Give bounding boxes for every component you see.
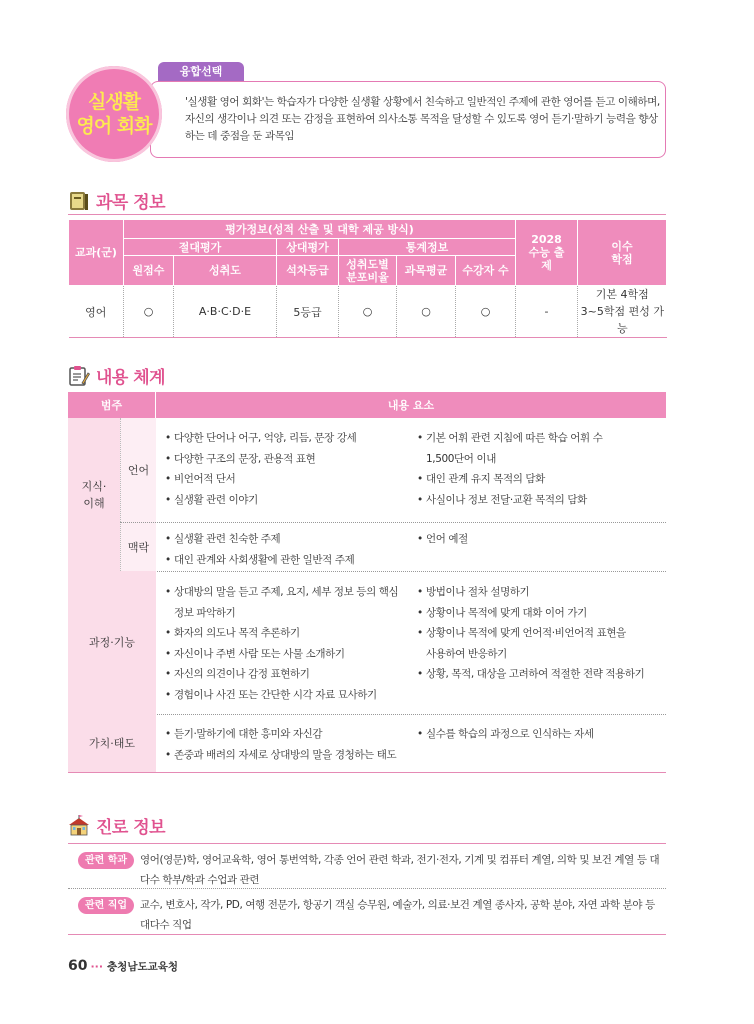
header-achievement: 성취도 bbox=[174, 256, 277, 286]
header-evaluation: 평가정보(성적 산출 및 대학 제공 방식) bbox=[124, 220, 516, 239]
process-list-right bbox=[417, 582, 665, 685]
list-item: • 다양한 단어나 어구, 억양, 리듬, 문장 강세 bbox=[165, 428, 415, 449]
category-tag: 융합선택 bbox=[158, 62, 244, 81]
list-item: • 경험이나 사건 또는 간단한 시각 자료 묘사하기 bbox=[165, 685, 415, 706]
list-item: • 실수를 학습의 과정으로 인식하는 자세 bbox=[417, 724, 665, 745]
header-course-avg: 과목평균 bbox=[397, 256, 456, 286]
list-item: • 실생활 관련 친숙한 주제 bbox=[165, 529, 415, 550]
subcategory-context-label: 맥락 bbox=[127, 540, 150, 554]
values-list-right bbox=[417, 724, 665, 745]
language-list-right bbox=[417, 428, 665, 510]
category-knowledge bbox=[68, 418, 120, 571]
header-category: 범주 bbox=[68, 392, 156, 418]
list-item-continuation: 사용하여 반응하기 bbox=[426, 647, 507, 660]
course-title-line1: 실생활 bbox=[87, 91, 141, 113]
school-icon bbox=[68, 815, 90, 837]
career-majors-row bbox=[68, 848, 666, 888]
process-list-left bbox=[165, 582, 415, 706]
majors-text: 영어(영문)학, 영어교육학, 영어 통번역학, 각종 언어 관련 학과, 전기·전자, 기계 및 컴퓨터 계열, 의학 및 보건 계열 등 대다수 학부/학과 수업과 관련 bbox=[140, 854, 660, 886]
list-item: • 상황이나 목적에 맞게 대화 이어 가기 bbox=[417, 603, 665, 624]
credits-line1: 기본 4학점 bbox=[595, 288, 649, 301]
list-item: • 상대방의 말을 듣고 주제, 요지, 세부 정보 등의 핵심 bbox=[165, 582, 415, 603]
list-item: • 기본 어휘 관련 지침에 따른 학습 어휘 수 bbox=[417, 428, 665, 449]
category-process-label: 과정·기능 bbox=[88, 636, 135, 649]
header-achievement-ratio: 성취도별 분포비율 bbox=[339, 256, 397, 286]
list-item: • 화자의 의도나 목적 추론하기 bbox=[165, 623, 415, 644]
career-jobs-row bbox=[68, 893, 666, 933]
course-info-heading bbox=[68, 188, 165, 213]
course-info-rule bbox=[68, 214, 666, 215]
list-item: • 상황, 목적, 대상을 고려하여 적절한 전략 적용하기 bbox=[417, 664, 665, 685]
list-item: • 자신이나 주변 사람 또는 사물 소개하기 bbox=[165, 644, 415, 665]
cell-achievement: A·B·C·D·E bbox=[174, 286, 277, 338]
list-item-continuation: 정보 파악하기 bbox=[174, 606, 236, 619]
divider bbox=[68, 714, 666, 715]
list-item: • 듣기·말하기에 대한 흥미와 자신감 bbox=[165, 724, 415, 745]
credits-line2: 3~5학점 편성 가능 bbox=[580, 305, 664, 335]
book-icon bbox=[68, 190, 90, 212]
context-list-right bbox=[417, 529, 665, 550]
footer-dots: ··· bbox=[90, 960, 104, 973]
category-knowledge-label: 지식·이해 bbox=[81, 479, 107, 510]
cell-raw-score: ○ bbox=[124, 286, 174, 338]
header-relative: 상대평가 bbox=[277, 239, 339, 256]
divider bbox=[120, 522, 666, 523]
values-list-left bbox=[165, 724, 415, 765]
list-item-continuation: 1,500단어 이내 bbox=[426, 452, 496, 465]
header-elements: 내용 요소 bbox=[387, 399, 435, 412]
header-enrollment: 수강자 수 bbox=[456, 256, 516, 286]
course-info-table bbox=[68, 219, 667, 338]
category-values bbox=[68, 714, 156, 772]
language-list-left bbox=[165, 428, 415, 510]
header-raw-score: 원점수 bbox=[124, 256, 174, 286]
content-system-heading bbox=[68, 363, 165, 388]
content-system-table bbox=[68, 392, 666, 761]
majors-badge: 관련 학과 bbox=[78, 852, 134, 869]
header-subject-group: 교과(군) bbox=[69, 220, 124, 286]
content-table-header bbox=[68, 392, 666, 418]
header-csat: 2028 수능 출제 bbox=[516, 220, 578, 286]
career-heading bbox=[68, 813, 165, 838]
list-item: • 언어 예절 bbox=[417, 529, 665, 550]
cell-enrollment: ○ bbox=[456, 286, 516, 338]
jobs-badge: 관련 직업 bbox=[78, 897, 134, 914]
career-title: 진로 정보 bbox=[96, 818, 166, 838]
divider bbox=[68, 888, 666, 889]
list-item: • 대인 관계 유지 목적의 담화 bbox=[417, 469, 665, 490]
subcategory-language-label: 언어 bbox=[127, 464, 150, 477]
clipboard-icon bbox=[68, 365, 90, 387]
header-rank-grade: 석차등급 bbox=[277, 256, 339, 286]
list-item: • 실생활 관련 이야기 bbox=[165, 490, 415, 511]
list-item: • 사실이나 정보 전달·교환 목적의 담화 bbox=[417, 490, 665, 511]
list-item: • 대인 관계와 사회생활에 관한 일반적 주제 bbox=[165, 550, 415, 571]
cell-csat: - bbox=[516, 286, 578, 338]
cell-rank-grade: 5등급 bbox=[277, 286, 339, 338]
course-title-badge bbox=[66, 66, 162, 162]
cell-course-avg: ○ bbox=[397, 286, 456, 338]
context-list-left bbox=[165, 529, 415, 570]
career-bottom-rule bbox=[68, 934, 666, 935]
header-credits: 이수 학점 bbox=[578, 220, 667, 286]
table-bottom-rule bbox=[68, 772, 666, 773]
page-footer bbox=[68, 958, 178, 974]
category-values-label: 가치·태도 bbox=[88, 736, 135, 750]
subcategory-context bbox=[120, 522, 156, 571]
category-process bbox=[68, 571, 156, 714]
course-title bbox=[76, 90, 151, 138]
course-description: '실생활 영어 회화'는 학습자가 다양한 실생활 상황에서 친숙하고 일반적인 주제에 관한 영어를 듣고 이해하며, 자신의 생각이나 의견 또는 감정을 표현하여 의사소통 목적을 달성할 수 있도록 영어 듣기·말하기 능력을 향상하는 데 중점을 둔 과목임 bbox=[185, 96, 660, 142]
career-top-rule bbox=[68, 843, 666, 844]
header-absolute: 절대평가 bbox=[124, 239, 277, 256]
list-item: • 다양한 구조의 문장, 관용적 표현 bbox=[165, 449, 415, 470]
description-box bbox=[150, 81, 666, 158]
list-item: • 상황이나 목적에 맞게 언어적·비언어적 표현을 bbox=[417, 623, 665, 644]
cell-credits bbox=[578, 286, 667, 338]
cell-subject: 영어 bbox=[69, 286, 124, 338]
divider bbox=[68, 571, 666, 572]
list-item: • 자신의 의견이나 감정 표현하기 bbox=[165, 664, 415, 685]
list-item: • 비언어적 단서 bbox=[165, 469, 415, 490]
list-item: • 방법이나 절차 설명하기 bbox=[417, 582, 665, 603]
course-info-title: 과목 정보 bbox=[96, 193, 166, 213]
list-item: • 존중과 배려의 자세로 상대방의 말을 경청하는 태도 bbox=[165, 745, 415, 766]
content-system-title: 내용 체계 bbox=[96, 368, 166, 388]
course-title-line2: 영어 회화 bbox=[76, 115, 152, 137]
jobs-text: 교수, 변호사, 작가, PD, 여행 전문가, 항공기 객실 승무원, 예술가, 의료·보건 계열 종사자, 공학 분야, 자연 과학 분야 등 대다수 직업 bbox=[140, 899, 655, 931]
page-number: 60 bbox=[68, 958, 88, 974]
subcategory-language bbox=[120, 418, 156, 522]
footer-organization: 충청남도교육청 bbox=[107, 961, 179, 973]
cell-achievement-ratio: ○ bbox=[339, 286, 397, 338]
header-statistics: 통계정보 bbox=[339, 239, 516, 256]
